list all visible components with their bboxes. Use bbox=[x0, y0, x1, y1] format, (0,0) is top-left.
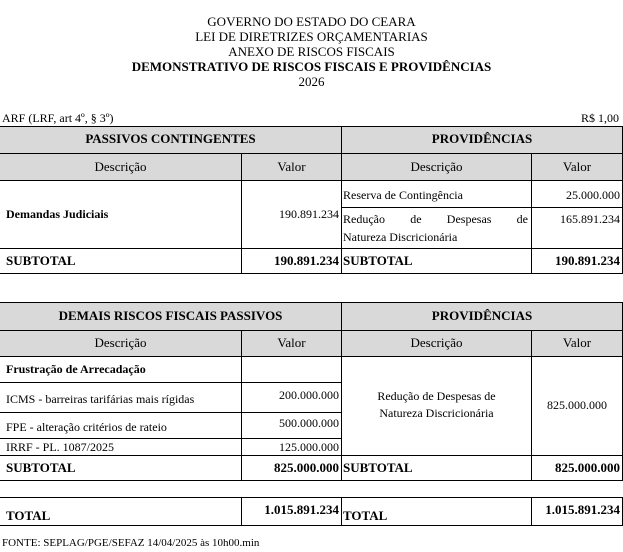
subtotal-value: 825.000.000 bbox=[274, 460, 339, 475]
currency-unit: R$ 1,00 bbox=[580, 111, 619, 125]
header-line1: GOVERNO DO ESTADO DO CEARA bbox=[207, 14, 416, 29]
col-valor: Valor bbox=[562, 159, 592, 174]
rule bbox=[341, 126, 342, 273]
rule bbox=[0, 356, 623, 357]
rule bbox=[0, 497, 623, 498]
rule bbox=[0, 180, 623, 181]
col-descricao: Descrição bbox=[410, 159, 463, 174]
word: Despesas bbox=[446, 212, 492, 226]
word: de bbox=[410, 212, 422, 226]
rule bbox=[0, 455, 623, 456]
reducao-despesas-label-line2: Natureza Discricionária bbox=[379, 406, 494, 420]
providencias-heading: PROVIDÊNCIAS bbox=[431, 131, 533, 146]
header-line3: ANEXO DE RISCOS FISCAIS bbox=[228, 44, 395, 59]
rule bbox=[0, 273, 623, 274]
subtotal-label: SUBTOTAL bbox=[343, 460, 413, 475]
col-valor: Valor bbox=[277, 335, 306, 350]
rule bbox=[341, 497, 342, 525]
rule bbox=[0, 126, 623, 127]
reserva-contingencia-value: 25.000.000 bbox=[566, 188, 620, 202]
table-row-value: 200.000.000 bbox=[279, 388, 339, 402]
rule bbox=[0, 302, 623, 303]
report-year: 2026 bbox=[298, 74, 325, 89]
total-value: 1.015.891.234 bbox=[264, 502, 339, 517]
report-title: DEMONSTRATIVO DE RISCOS FISCAIS E PROVIDÊNCIAS bbox=[131, 59, 492, 74]
demandas-judiciais-value: 190.891.234 bbox=[279, 207, 339, 221]
col-valor: Valor bbox=[562, 335, 592, 350]
rule bbox=[0, 412, 341, 413]
reducao-despesas-label-line2: Natureza Discricionária bbox=[343, 230, 458, 244]
rule bbox=[0, 382, 341, 383]
total-label: TOTAL bbox=[343, 508, 388, 523]
table-row-label: IRRF - PL. 1087/2025 bbox=[6, 440, 115, 454]
table-row-label: ICMS - barreiras tarifárias mais rígidas bbox=[6, 392, 195, 406]
header-line2: LEI DE DIRETRIZES ORÇAMENTARIAS bbox=[195, 29, 428, 44]
subtotal-value: 825.000.000 bbox=[555, 460, 620, 475]
rule bbox=[0, 438, 341, 439]
reducao-despesas-value: 165.891.234 bbox=[560, 212, 620, 226]
subtotal-label: SUBTOTAL bbox=[6, 460, 76, 475]
reducao-despesas-value: 825.000.000 bbox=[547, 398, 607, 412]
col-valor: Valor bbox=[277, 159, 306, 174]
rule bbox=[341, 207, 623, 208]
reserva-contingencia-label: Reserva de Contingência bbox=[343, 188, 463, 202]
total-label: TOTAL bbox=[6, 508, 51, 523]
rule bbox=[0, 525, 623, 526]
rule bbox=[0, 153, 623, 154]
col-descricao: Descrição bbox=[94, 335, 147, 350]
table-reference: ARF (LRF, art 4º, § 3º) bbox=[2, 111, 114, 125]
rule bbox=[0, 248, 623, 249]
frustracao-arrecadacao-label: Frustração de Arrecadação bbox=[6, 362, 146, 376]
table-row-value: 500.000.000 bbox=[279, 416, 339, 430]
word: Redução bbox=[343, 212, 385, 226]
reducao-despesas-label-line1 bbox=[343, 212, 528, 226]
table-row-label: FPE - alteração critérios de rateio bbox=[6, 420, 167, 434]
table-row-value: 125.000.000 bbox=[279, 440, 339, 454]
col-descricao: Descrição bbox=[410, 335, 463, 350]
passivos-contingentes-heading: PASSIVOS CONTINGENTES bbox=[85, 131, 256, 146]
report-header bbox=[0, 14, 623, 89]
rule bbox=[0, 330, 623, 331]
word: de bbox=[516, 212, 528, 226]
reducao-despesas-label-line1: Redução de Despesas de bbox=[377, 389, 496, 403]
subtotal-label: SUBTOTAL bbox=[6, 253, 76, 268]
footer-source: FONTE: SEPLAG/PGE/SEFAZ 14/04/2025 às 10h00.min bbox=[2, 537, 260, 549]
rule bbox=[0, 480, 623, 481]
demais-riscos-heading: DEMAIS RISCOS FISCAIS PASSIVOS bbox=[58, 308, 283, 323]
demandas-judiciais-label: Demandas Judiciais bbox=[6, 207, 109, 221]
col-descricao: Descrição bbox=[94, 159, 147, 174]
rule bbox=[241, 330, 242, 480]
subtotal-label: SUBTOTAL bbox=[343, 253, 413, 268]
subtotal-value: 190.891.234 bbox=[274, 253, 339, 268]
total-value: 1.015.891.234 bbox=[545, 502, 620, 517]
providencias-heading: PROVIDÊNCIAS bbox=[431, 308, 533, 323]
subtotal-value: 190.891.234 bbox=[555, 253, 620, 268]
